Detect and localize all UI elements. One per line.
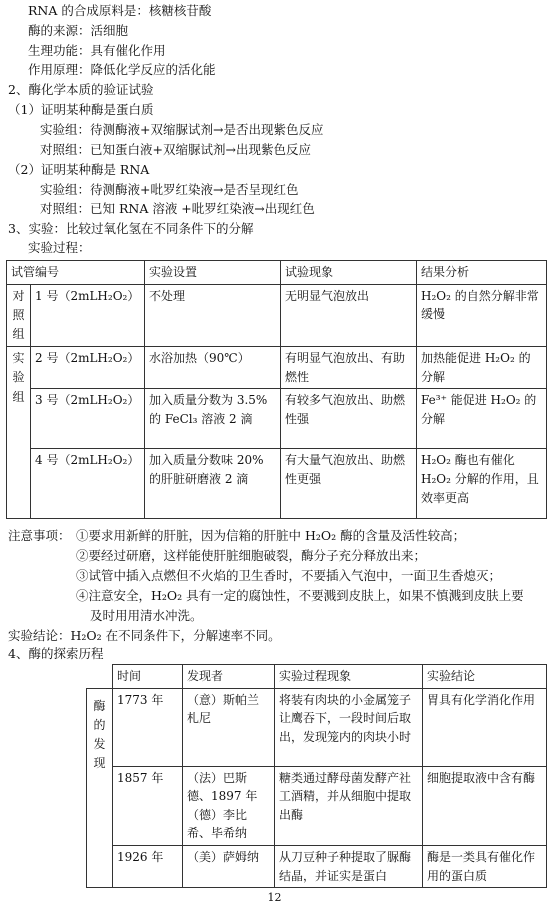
section4-heading: 4、酶的探索历程 <box>8 646 104 661</box>
time-cell: 1857 年 <box>113 766 183 845</box>
table-row <box>7 389 547 449</box>
blank-cell <box>87 665 113 689</box>
table-header-row <box>7 261 547 285</box>
phenomenon-cell: 有较多气泡放出、助燃性强 <box>281 389 417 449</box>
group-control-label: 对照组 <box>12 288 25 341</box>
note-item: ②要经过研磨，这样能使肝脏细胞破裂，酶分子充分释放出来； <box>76 548 427 563</box>
intro-principle: 作用原理：降低化学反应的活化能 <box>28 62 216 77</box>
rna-title: （2）证明某种酶是 RNA <box>8 162 150 177</box>
section3-process: 实验过程： <box>28 240 91 255</box>
experiment-conclusion: 实验结论：H₂O₂ 在不同条件下，分解速率不同。 <box>8 628 281 643</box>
discoverer-cell: （美）萨姆纳 <box>183 845 275 887</box>
process-cell: 将装有肉块的小金属笼子让鹰吞下，一段时间后取出，发现笼内的肉块小时 <box>275 688 423 766</box>
analysis-cell: Fe³⁺ 能促进 H₂O₂ 的分解 <box>417 389 547 449</box>
analysis-cell: H₂O₂ 酶也有催化 H₂O₂ 分解的作用，且效率更高 <box>417 449 547 519</box>
discoverer-cell: （意）斯帕兰札尼 <box>183 688 275 766</box>
analysis-cell: 加热能促进 H₂O₂ 的分解 <box>417 347 547 389</box>
intro-rna: RNA 的合成原料是：核糖核苷酸 <box>28 3 212 18</box>
time-cell: 1926 年 <box>113 845 183 887</box>
time-cell: 1773 年 <box>113 688 183 766</box>
setting-cell: 不处理 <box>145 284 281 347</box>
group-exp-label: 实验组 <box>12 351 25 404</box>
header-analysis: 结果分析 <box>417 261 547 285</box>
protein-ctrl: 对照组：已知蛋白液+双缩脲试剂→出现紫色反应 <box>40 142 311 157</box>
tube-cell: 1 号（2mLH₂O₂） <box>31 284 145 347</box>
header-conclusion: 实验结论 <box>423 665 547 689</box>
discoverer-cell: （法）巴斯德、1897 年（德）李比希、毕希纳 <box>183 766 275 845</box>
protein-title: （1）证明某种酶是蛋白质 <box>8 102 154 117</box>
conclusion-cell: 细胞提取液中含有酶 <box>423 766 547 845</box>
table-row <box>87 766 547 845</box>
setting-cell: 加入质量分数味 20% 的肝脏研磨液 2 滴 <box>145 449 281 519</box>
tube-cell: 4 号（2mLH₂O₂） <box>31 449 145 519</box>
header-discoverer: 发现者 <box>183 665 275 689</box>
table-row <box>87 845 547 887</box>
tube-cell: 2 号（2mLH₂O₂） <box>31 347 145 389</box>
group-label: 酶的发现 <box>93 698 106 771</box>
phenomenon-cell: 有大量气泡放出、助燃性更强 <box>281 449 417 519</box>
process-cell: 从刀豆种子种提取了脲酶结晶，并证实是蛋白 <box>275 845 423 887</box>
note-item: ③试管中插入点燃但不火焰的卫生香时，不要插入气泡中，一面卫生香熄灭； <box>76 568 502 583</box>
setting-cell: 加入质量分数为 3.5% 的 FeCl₃ 溶液 2 滴 <box>145 389 281 449</box>
rna-ctrl: 对照组：已知 RNA 溶液 +吡罗红染液→出现红色 <box>40 201 315 216</box>
table-row <box>7 449 547 519</box>
table-row <box>7 347 547 389</box>
h2o2-table <box>6 260 547 519</box>
phenomenon-cell: 有明显气泡放出、有助燃性 <box>281 347 417 389</box>
rna-exp: 实验组：待测酶液+吡罗红染液→是否呈现红色 <box>40 182 299 197</box>
enzyme-history-table <box>86 664 547 888</box>
header-phenomenon: 试验现象 <box>281 261 417 285</box>
note-item: 及时用用清水冲洗。 <box>90 608 203 623</box>
section3-heading: 3、实验：比较过氧化氢在不同条件下的分解 <box>8 221 254 236</box>
table-row <box>7 284 547 347</box>
header-time: 时间 <box>113 665 183 689</box>
setting-cell: 水浴加热（90℃） <box>145 347 281 389</box>
intro-function: 生理功能：具有催化作用 <box>28 43 166 58</box>
page-number: 12 <box>267 891 282 904</box>
process-cell: 糖类通过酵母菌发酵产社工酒精，并从细胞中提取出酶 <box>275 766 423 845</box>
group-cell <box>87 688 113 888</box>
note-item: ④注意安全，H₂O₂ 具有一定的腐蚀性，不要溅到皮肤上，如果不慎溅到皮肤上要 <box>76 588 524 603</box>
tube-cell: 3 号（2mLH₂O₂） <box>31 389 145 449</box>
header-process: 实验过程现象 <box>275 665 423 689</box>
header-setting: 实验设置 <box>145 261 281 285</box>
section2-heading: 2、酶化学本质的验证试验 <box>8 82 154 97</box>
note-item: ①要求用新鲜的肝脏，因为信箱的肝脏中 H₂O₂ 酶的含量及活性较高； <box>76 528 466 543</box>
group-control-cell <box>7 284 31 347</box>
intro-source: 酶的来源：活细胞 <box>28 23 129 38</box>
protein-exp: 实验组：待测酶液+双缩脲试剂→是否出现紫色反应 <box>40 122 324 137</box>
analysis-cell: H₂O₂ 的自然分解非常缓慢 <box>417 284 547 347</box>
notes-label: 注意事项： <box>8 528 71 543</box>
table-row <box>87 688 547 766</box>
phenomenon-cell: 无明显气泡放出 <box>281 284 417 347</box>
header-tube: 试管编号 <box>7 261 145 285</box>
table-header-row <box>87 665 547 689</box>
conclusion-cell: 酶是一类具有催化作用的蛋白质 <box>423 845 547 887</box>
group-exp-cell <box>7 347 31 519</box>
conclusion-cell: 胃具有化学消化作用 <box>423 688 547 766</box>
